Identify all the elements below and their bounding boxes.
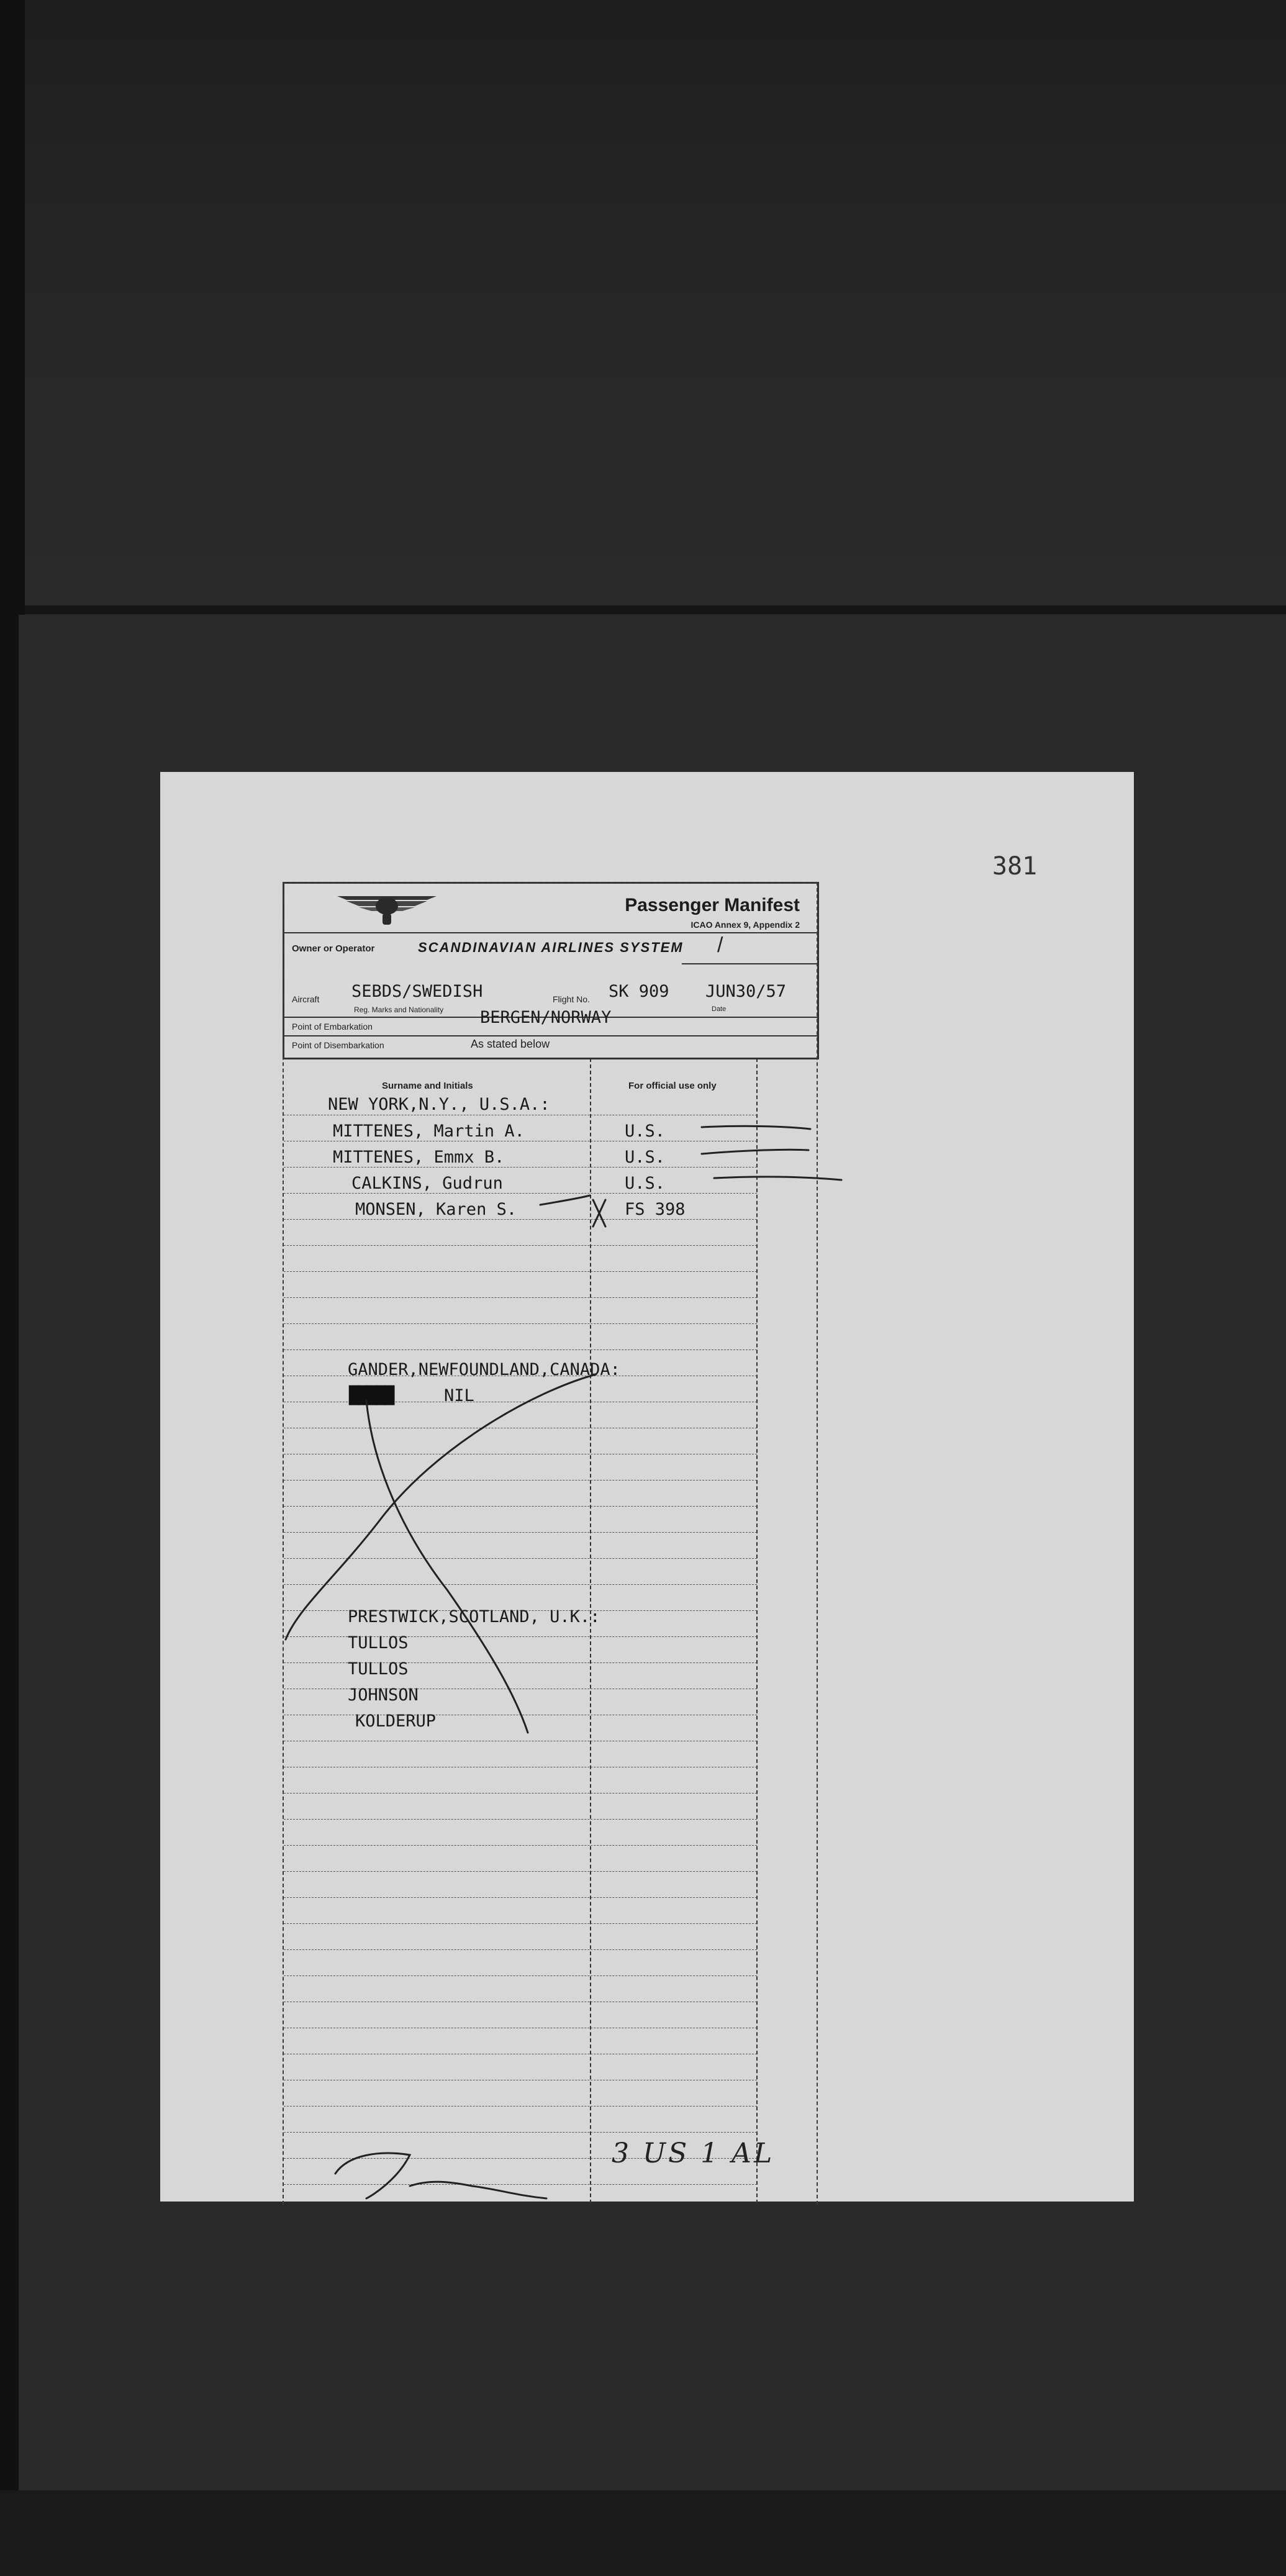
handwritten-total: 3 US 1 AL <box>612 2138 775 2169</box>
ruled-line <box>284 1975 757 1976</box>
form-title: Passenger Manifest <box>625 895 800 915</box>
ruled-line <box>284 1871 757 1872</box>
ruled-line <box>284 1584 757 1585</box>
passenger-name: MITTENES, Martin A. <box>333 1122 525 1141</box>
aircraft-sub-label: Reg. Marks and Nationality <box>354 1005 444 1014</box>
ruled-line <box>284 1245 757 1246</box>
column-header-official: For official use only <box>628 1081 717 1091</box>
form-subtitle: ICAO Annex 9, Appendix 2 <box>691 920 800 930</box>
passenger-official: U.S. <box>625 1148 666 1167</box>
ruled-line <box>284 1271 757 1272</box>
ruled-line <box>284 1349 757 1350</box>
film-frame-top <box>25 0 1286 615</box>
owner-label: Owner or Operator <box>292 943 375 954</box>
aircraft-label: Aircraft <box>292 994 320 1004</box>
passenger-name: KOLDERUP <box>355 1712 437 1731</box>
ruled-line <box>284 1897 757 1898</box>
embark-value: BERGEN/NORWAY <box>480 1008 612 1027</box>
ruled-line <box>284 1923 757 1924</box>
destination-heading: GANDER,NEWFOUNDLAND,CANADA: <box>348 1360 620 1379</box>
flight-label: Flight No. <box>553 994 590 1004</box>
passenger-official: FS 398 <box>625 1200 686 1219</box>
ruled-line <box>284 1506 757 1507</box>
passenger-official: U.S. <box>625 1122 666 1141</box>
ruled-line <box>284 1819 757 1820</box>
ruled-line <box>284 1297 757 1298</box>
aircraft-value: SEBDS/SWEDISH <box>351 982 483 1001</box>
passenger-official: U.S. <box>625 1174 666 1193</box>
destination-heading: NEW YORK,N.Y., U.S.A.: <box>328 1095 550 1114</box>
page-number: 381 <box>992 852 1038 881</box>
passenger-name: TULLOS <box>348 1659 409 1679</box>
embark-label: Point of Embarkation <box>292 1022 373 1032</box>
date-value: JUN30/57 <box>705 982 787 1001</box>
ruled-line <box>284 1558 757 1559</box>
disembark-label: Point of Disembarkation <box>292 1040 384 1050</box>
ruled-line <box>284 1480 757 1481</box>
passenger-name: NIL <box>444 1386 474 1405</box>
date-label: Date <box>712 1005 727 1013</box>
passenger-name: JOHNSON <box>348 1685 419 1705</box>
film-divider <box>25 605 1286 614</box>
struck-entry: █████ <box>349 1386 394 1405</box>
ruled-line <box>284 1193 757 1194</box>
ruled-line <box>284 1323 757 1324</box>
passenger-name: TULLOS <box>348 1633 409 1653</box>
ruled-line <box>284 1793 757 1794</box>
ruled-line <box>284 1949 757 1950</box>
column-header-name: Surname and Initials <box>382 1081 473 1091</box>
owner-value: SCANDINAVIAN AIRLINES SYSTEM <box>418 940 684 955</box>
disembark-value: As stated below <box>471 1038 550 1050</box>
ruled-line <box>284 1845 757 1846</box>
destination-heading: PRESTWICK,SCOTLAND, U.K.: <box>348 1607 600 1626</box>
column-right-edge <box>756 1058 758 2203</box>
handwritten-mark: / <box>717 933 723 957</box>
passenger-name: MONSEN, Karen S. <box>355 1200 517 1219</box>
ruled-line <box>284 2132 757 2133</box>
film-frame-bottom <box>0 2490 1286 2576</box>
ruled-line <box>284 1532 757 1533</box>
ruled-line <box>284 2106 757 2107</box>
passenger-name: MITTENES, Emmx B. <box>333 1148 505 1167</box>
flight-value: SK 909 <box>609 982 669 1001</box>
ruled-line <box>284 1219 757 1220</box>
column-divider <box>590 1058 591 2203</box>
ruled-line <box>284 1167 757 1168</box>
ruled-line <box>284 2184 757 2185</box>
passenger-name: CALKINS, Gudrun <box>351 1174 503 1193</box>
manifest-table <box>283 882 818 2205</box>
